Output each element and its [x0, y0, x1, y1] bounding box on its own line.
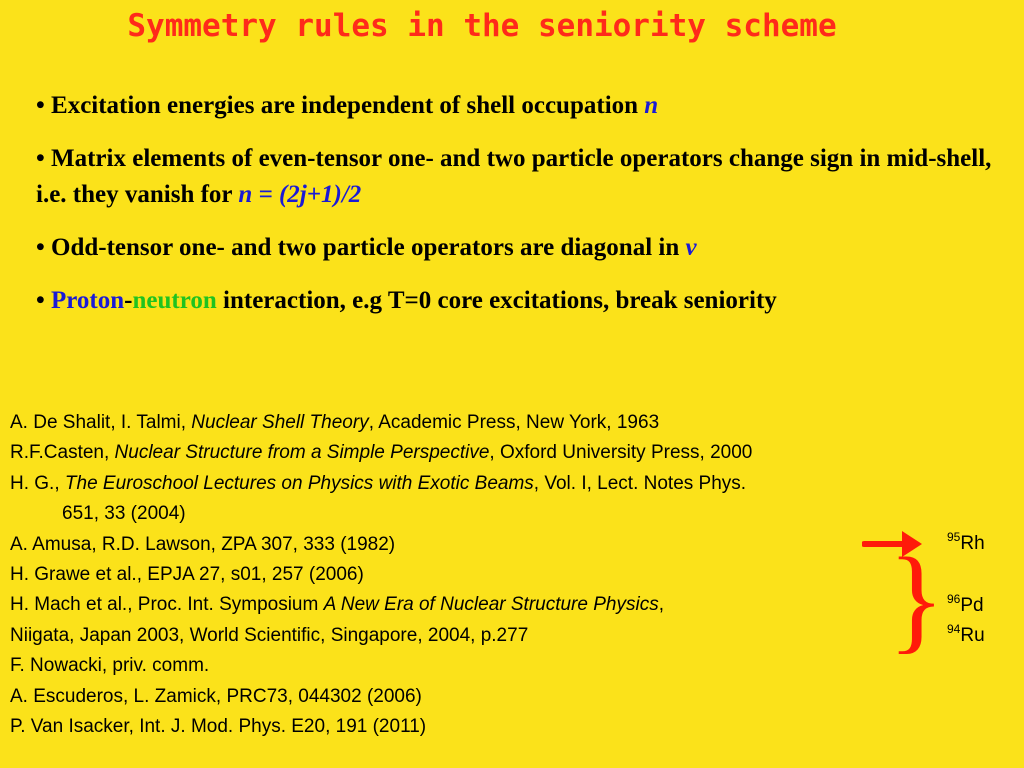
ref-details: , Oxford University Press, 2000	[489, 442, 753, 464]
bullet-text: interaction, e.g T=0 core excitations, break seniority	[216, 287, 777, 314]
slide-title: Symmetry rules in the seniority scheme	[127, 8, 837, 44]
ref-details: , Vol. I, Lect. Notes Phys.	[533, 472, 747, 494]
mass-number: 96	[947, 592, 961, 606]
bullet-text: Excitation energies are independent of shell occupation	[51, 92, 645, 119]
bullet-proton-neutron	[36, 283, 996, 319]
bullet-excitation-energies	[36, 88, 996, 124]
bullet-marker: •	[36, 287, 45, 314]
reference-line	[10, 469, 1020, 499]
proton-word: Proton	[51, 287, 125, 314]
variable-n: n	[238, 181, 253, 208]
ref-details: , Academic Press, New York, 1963	[368, 412, 660, 433]
curly-brace-icon: }	[888, 533, 945, 664]
bullet-list	[36, 88, 996, 336]
reference-line	[10, 408, 1020, 438]
bullet-matrix-elements	[36, 141, 996, 213]
variable-n: n	[644, 92, 659, 119]
reference-line	[10, 712, 1020, 742]
ref-title: A New Era of Nuclear Structure Physics	[323, 594, 659, 616]
bullet-marker: •	[36, 145, 45, 172]
variable-nu: ν	[685, 234, 697, 261]
ref-text: Niigata, Japan 2003, World Scientific, Singapore, 2004, p.277	[10, 624, 529, 646]
bullet-odd-tensor	[36, 230, 996, 266]
nuclide-label-ru	[947, 622, 985, 647]
mass-number: 94	[947, 622, 961, 636]
reference-line	[10, 651, 1020, 681]
ref-authors: A. De Shalit, I. Talmi,	[10, 412, 192, 433]
ref-details: 651, 33 (2004)	[62, 503, 186, 525]
mass-number: 95	[947, 530, 961, 544]
bullet-marker: •	[36, 234, 45, 261]
reference-line-continued	[10, 499, 1020, 529]
ref-text: H. Grawe et al., EPJA 27, s01, 257 (2006)	[10, 564, 364, 586]
reference-line	[10, 682, 1020, 712]
ref-title: The Euroschool Lectures on Physics with Exotic Beams	[64, 472, 534, 494]
element-symbol: Pd	[960, 595, 984, 616]
ref-text: A. Escuderos, L. Zamick, PRC73, 044302 (2006)	[10, 685, 422, 707]
ref-title: Nuclear Shell Theory	[191, 412, 369, 433]
reference-line	[10, 438, 1020, 468]
reference-line	[10, 590, 1020, 620]
neutron-word: neutron	[132, 287, 217, 314]
bullet-text: Matrix elements of even-tensor one- and two particle operators change sign in mid-shell, i.e. they vanish for	[36, 145, 992, 208]
ref-title: Nuclear Structure from a Simple Perspective	[114, 442, 490, 464]
element-symbol: Ru	[960, 625, 985, 646]
ref-text: P. Van Isacker, Int. J. Mod. Phys. E20, 191 (2011)	[10, 716, 427, 738]
ref-authors: R.F.Casten,	[10, 442, 115, 464]
ref-text: F. Nowacki, priv. comm.	[10, 655, 210, 677]
element-symbol: Rh	[960, 533, 985, 554]
ref-authors: H. Mach et al., Proc. Int. Symposium	[10, 594, 324, 616]
nuclide-label-rh	[947, 530, 985, 555]
bullet-text: Odd-tensor one- and two particle operators are diagonal in	[51, 234, 686, 261]
reference-line	[10, 560, 1020, 590]
nuclide-label-pd	[947, 592, 984, 617]
dash: -	[124, 287, 133, 314]
ref-authors: H. G.,	[10, 472, 65, 494]
reference-line	[10, 621, 1020, 651]
ref-details: ,	[658, 594, 664, 616]
reference-list	[10, 408, 1020, 742]
midshell-formula: = (2j+1)/2	[252, 181, 362, 208]
ref-text: A. Amusa, R.D. Lawson, ZPA 307, 333 (1982)	[10, 533, 396, 555]
bullet-marker: •	[36, 92, 45, 119]
